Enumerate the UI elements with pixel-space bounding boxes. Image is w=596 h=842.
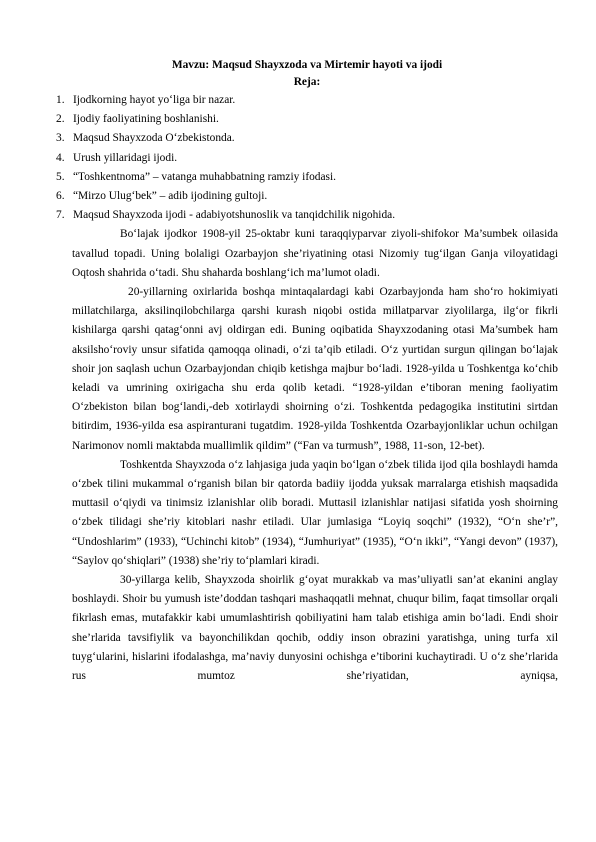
body-paragraph: Toshkentda Shayxzoda o‘z lahjasiga juda yaqin bo‘lgan o‘zbek tilida ijod qila boshlaydi hamda o‘zbek tilini mukammal o‘rganish bilan bir qatorda badiiy ijodda yuksak marralarga etishish maqsadida muttasil o‘qiydi va tinimsiz izlanishlar olib boradi. Muttasil izlanishlar natijasi sifatida yosh shoirning o‘zbek tilidagi she’riy kitoblari nashr etiladi. Ular jumlasiga “Loyiq soqchi” (1932), “O‘n she’r”, “Undoshlarim” (1933), “Uchinchi kitob” (1934), “Jumhuriyat” (1935), “O‘n ikki”, “Yangi devon” (1937), “Saylov qo‘shiqlari” (1938) she’riy to‘plamlari kiradi. — [72, 458, 558, 567]
plan-item-text: “Toshkentnoma” – vatanga muhabbatning ramziy ifodasi. — [73, 170, 337, 183]
plan-item-number: 2. — [56, 113, 65, 126]
plan-item-text: Ijodkorning hayot yo‘liga bir nazar. — [73, 94, 236, 106]
document-page — [56, 57, 558, 686]
plan-list — [56, 91, 558, 225]
plan-item-text: “Mirzo Ulug‘bek” – adib ijodining gultoji. — [73, 190, 268, 203]
plan-heading: Reja: — [293, 76, 321, 88]
plan-item-number: 4. — [56, 151, 65, 164]
plan-item — [56, 206, 558, 225]
body-paragraph: Bo‘lajak ijodkor 1908-yil 25-oktabr kuni taraqqiyparvar ziyoli-shifokor Ma’sumbek oilasida tavallud topadi. Uning bolaligi Ozarbayjon she’riyatining otasi Nizomiy tug‘ilgan Ganja viloyatidagi Oqtosh shahrida o‘tadi. Shu shaharda boshlang‘ich ma’lumot oladi. — [72, 228, 558, 279]
plan-item — [56, 168, 558, 187]
plan-item-text: Ijodiy faoliyatining boshlanishi. — [73, 113, 219, 126]
plan-item-number: 6. — [56, 190, 65, 203]
plan-item — [56, 149, 558, 168]
document-body — [56, 225, 558, 686]
plan-item-number: 3. — [56, 132, 65, 145]
plan-item — [56, 91, 558, 110]
document-title: Mavzu: Maqsud Shayxzoda va Mirtemir hayoti va ijodi — [171, 59, 443, 71]
plan-item — [56, 110, 558, 129]
plan-item-text: Maqsud Shayxzoda O‘zbekistonda. — [73, 132, 235, 145]
plan-item-text: Urush yillaridagi ijodi. — [73, 151, 178, 164]
plan-item-number: 1. — [56, 94, 65, 106]
body-paragraph: 30-yillarga kelib, Shayxzoda shoirlik g‘oyat murakkab va mas’uliyatli san’at ekanini anglay boshlaydi. Shoir bu yumush iste’doddan tashqari mashaqqatli mehnat, chuqur bilim, faqat timsollar orqali fikrlash emas, mutafakkir kabi umumlashtirish qobiliyatini ham talab etishiga amin bo‘ladi. Endi shoir she’rlarida tavsifiylik va bayonchilikdan qochib, oddiy inson obrazini yaratishga, uning turfa xil tuyg‘ularini, hislarini ifodalashga, ma’naviy dunyosini ochishga e’tiborini kuchaytiradi. U o‘z she’rlarida rus mumtoz she’riyatidan, ayniqsa, — [72, 574, 558, 683]
body-paragraph: 20-yillarning oxirlarida boshqa mintaqalardagi kabi Ozarbayjonda ham sho‘ro hokimiyati millatchilarga, aksilinqilobchilarga qarshi kurash niqobi ostida millatparvar ziyolilarga, ilg‘or fikrli kishilarga qarshi qatag‘onni avj oldirgan edi. Buning oqibatida Shayxzodaning otasi Ma’sumbek ham aksilsho‘roviy unsur sifatida qamoqqa olinadi, o‘zi ta’qib etiladi. O‘z yurtidan surgun qilingan bo‘lajak shoir jon saqlash uchun Ozarbayjondan chiqib ketishga majbur bo‘ladi. 1928-yilda u Toshkentga ko‘chib keladi va umrining oxirigacha shu erda qolib ketadi. “1928-yildan e’tiboran mening faoliyatim O‘zbekiston bilan bog‘landi,-deb xotirlaydi shoirning o‘zi. Toshkentda pedagogika institutini sirtdan bitirdim, 1936-yilda esa aspiranturani tugatdim. 1928-yilda Toshkentda Ozarbayjonliklar uchun ochilgan Narimonov nomli maktabda muallimlik qildim” (“Fan va turmush”, 1988, 11-son, 12-bet). — [72, 286, 558, 452]
plan-item — [56, 129, 558, 148]
plan-item-text: Maqsud Shayxzoda ijodi - adabiyotshunoslik va tanqidchilik nigohida. — [73, 209, 396, 222]
plan-item — [56, 187, 558, 206]
plan-item-number: 5. — [56, 170, 65, 183]
plan-item-number: 7. — [56, 209, 65, 222]
